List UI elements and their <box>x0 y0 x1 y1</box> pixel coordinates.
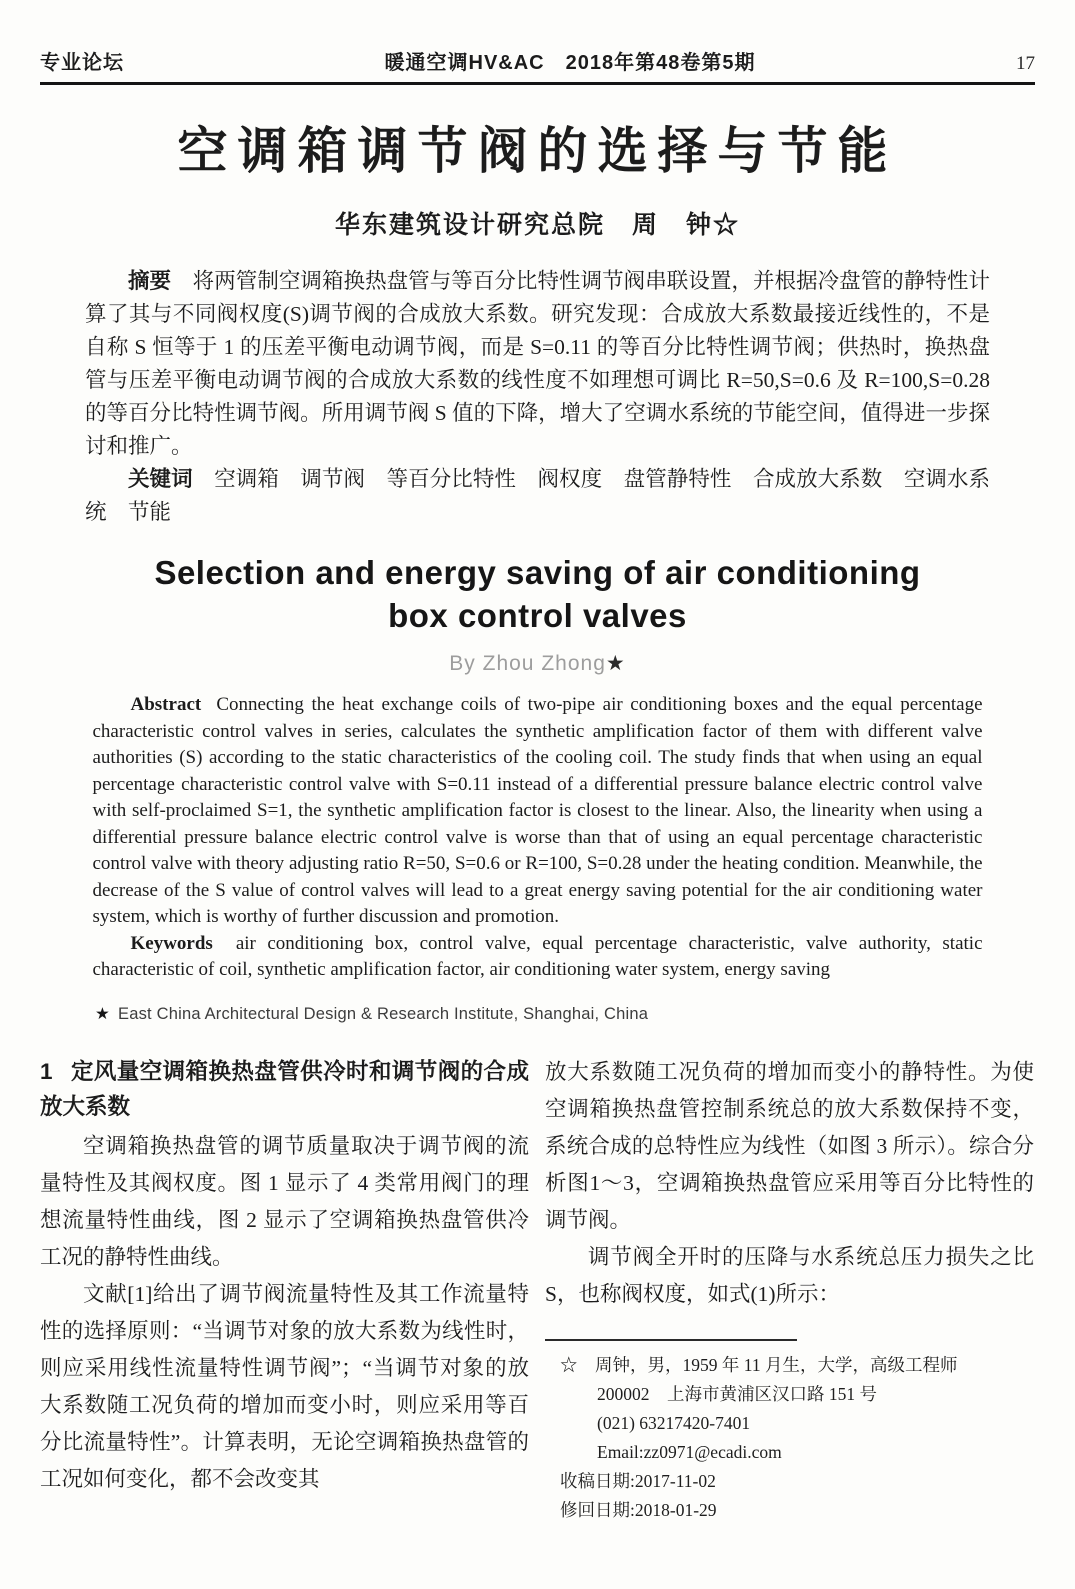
section-1-heading <box>40 1054 529 1124</box>
footnote-received-date: 收稿日期:2017-11-02 <box>560 1470 716 1491</box>
left-col-paragraph-1: 空调箱换热盘管的调节质量取决于调节阀的流量特性及其阀权度。图 1 显示了 4 类常用阀门的理想流量特性曲线，图 2 显示了空调箱换热盘管供冷工况的静特性曲线。 <box>40 1133 529 1269</box>
author-affiliation-zh: 华东建筑设计研究总院 周 钟☆ <box>334 212 740 239</box>
affiliation-star-icon: ★ <box>95 1004 110 1023</box>
affiliation-en <box>95 1004 1035 1024</box>
keywords-zh-text: 空调箱 调节阀 等百分比特性 阀权度 盘管静特性 合成放大系数 空调水系统 节能 <box>85 467 990 524</box>
column-section-label: 专业论坛 <box>40 52 124 74</box>
footnote-revised-date: 修回日期:2018-01-29 <box>560 1499 717 1520</box>
keywords-en-text: air conditioning box, control valve, equal percentage characteristic, valve authority, static characteristic of coil, synthetic amplification factor, air conditioning water system, energy saving <box>92 932 983 980</box>
keywords-zh-paragraph <box>85 463 990 529</box>
abstract-zh-label: 摘要 <box>128 269 172 293</box>
article-title-zh: 空调箱调节阀的选择与节能 <box>177 123 898 179</box>
affiliation-en-text: East China Architectural Design & Research Institute, Shanghai, China <box>118 1004 649 1023</box>
section-1-heading-text: 定风量空调箱换热盘管供冷时和调节阀的合成放大系数 <box>40 1058 529 1119</box>
footnote-email-line: Email:zz0971@ecadi.com <box>597 1441 782 1462</box>
article-title-en-line1: Selection and energy saving of air conditioning <box>154 554 921 591</box>
footnote-address-line: 200002 上海市黄浦区汉口路 151 号 <box>597 1383 877 1404</box>
abstract-en-paragraph <box>93 692 983 931</box>
article-title-en-line2: box control valves <box>388 597 687 634</box>
keywords-en-paragraph <box>93 931 983 984</box>
abstract-zh-block <box>85 265 990 529</box>
abstract-en-text: Connecting the heat exchange coils of two-pipe air conditioning boxes and the equal percentage characteristic control valves in series, calculates the synthetic amplification factor of them with different valve authorities (S) according to the static characteristics of the cooling coil. The study finds that when using an equal percentage characteristic control valve with S=0.11 instead of a differential pressure balance electric control valve with self-proclaimed S=1, the synthetic amplification factor is closest to the linear. Also, the linearity when using a differential pressure balance electric control valve is worse than that of using an equal percentage characteristic control valve with theory adjusting ratio R=50, S=0.6 or R=100, S=0.28 under the heating condition. Meanwhile, the decrease of the S value of control valves will lead to a great energy saving potential for the air conditioning water system, which is worthy of further discussion and promotion. <box>92 694 983 927</box>
keywords-en-label: Keywords <box>130 932 213 954</box>
byline-en-text: By Zhou Zhong <box>449 652 606 675</box>
byline-star-icon: ★ <box>605 652 626 675</box>
header-rule <box>40 82 1035 85</box>
journal-issue-label: 暖通空调HV&AC 2018年第48卷第5期 <box>384 52 756 74</box>
author-footnote-block <box>545 1351 1034 1525</box>
article-title-en <box>40 551 1035 637</box>
footnote-separator <box>545 1339 797 1341</box>
abstract-zh-text: 将两管制空调箱换热盘管与等百分比特性调节阀串联设置，并根据冷盘管的静特性计算了其与不同阀权度(S)调节阀的合成放大系数。研究发现：合成放大系数最接近线性的，不是自称 S 恒等于 1 的压差平衡电动调节阀，而是 S=0.11 的等百分比特性调节阀；供热时，换热盘管与压差平衡电动调节阀的合成放大系数的线性度不如理想可调比 R=50,S=0.6 及 R=100,S=0.28 的等百分比特性调节阀。所用调节阀 S 值的下降，增大了空调水系统的节能空间，值得进一步探讨和推广。 <box>85 269 990 458</box>
byline-en <box>40 651 1035 676</box>
footnote-phone-line: (021) 63217420-7401 <box>597 1412 751 1433</box>
footnote-author-line: ☆ 周钟，男，1959 年 11 月生，大学，高级工程师 <box>560 1354 958 1375</box>
section-1-number: 1 <box>40 1058 53 1084</box>
page-number: 17 <box>1015 53 1035 74</box>
right-col-paragraph-2: 调节阀全开时的压降与水系统总压力损失之比 S，也称阀权度，如式(1)所示： <box>545 1244 1034 1306</box>
keywords-zh-label: 关键词 <box>128 467 193 491</box>
running-head <box>40 46 1035 75</box>
body-columns <box>40 1054 1035 1525</box>
abstract-en-label: Abstract <box>130 694 202 715</box>
abstract-en-block <box>93 692 983 984</box>
left-column <box>40 1054 529 1525</box>
abstract-zh-paragraph <box>85 265 990 463</box>
right-column <box>545 1054 1034 1525</box>
right-col-paragraph-1: 放大系数随工况负荷的增加而变小的静特性。为使空调箱换热盘管控制系统总的放大系数保持不变，系统合成的总特性应为线性（如图 3 所示）。综合分析图1～3，空调箱换热盘管应采用等百分比特性的调节阀。 <box>545 1059 1034 1232</box>
left-col-paragraph-2: 文献[1]给出了调节阀流量特性及其工作流量特性的选择原则：“当调节对象的放大系数为线性时，则应采用线性流量特性调节阀”；“当调节对象的放大系数随工况负荷的增加而变小时，则应采用等百分比流量特性”。计算表明，无论空调箱换热盘管的工况如何变化，都不会改变其 <box>40 1281 529 1491</box>
